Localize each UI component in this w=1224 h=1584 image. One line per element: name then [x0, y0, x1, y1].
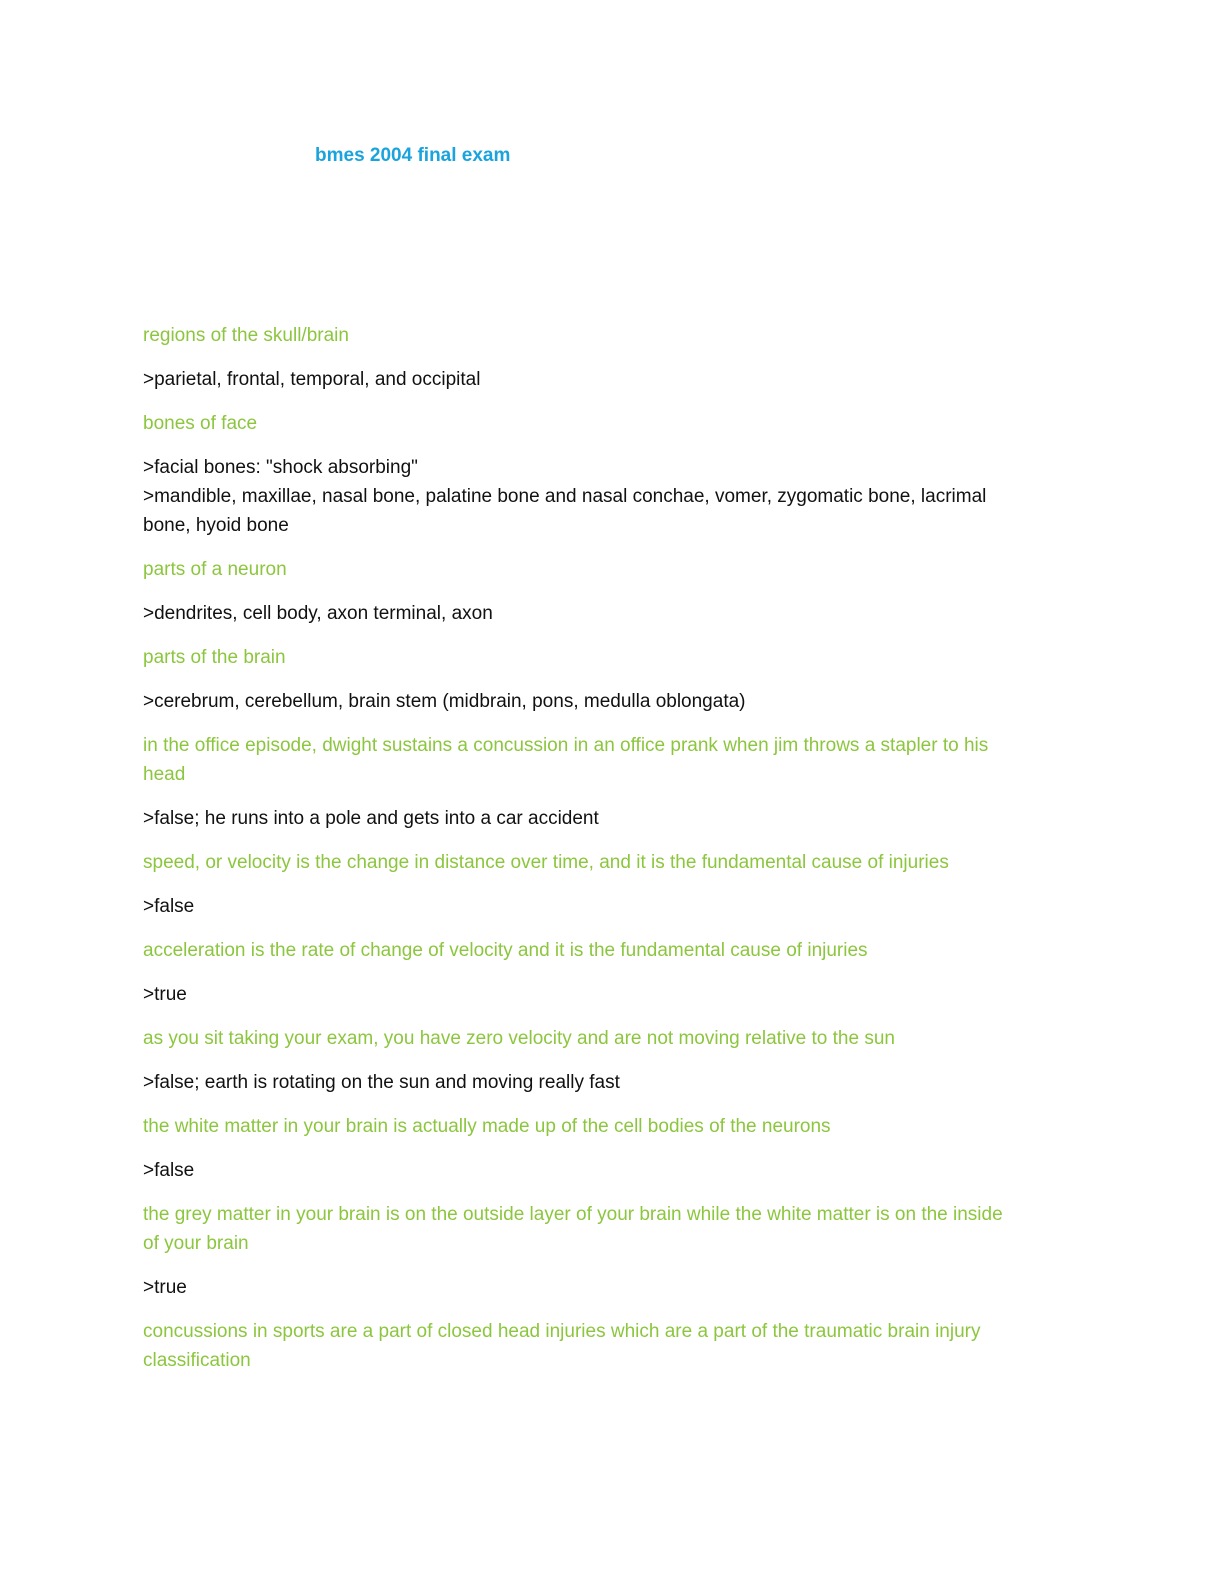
answer-line: bone, hyoid bone: [143, 515, 289, 536]
answer-text: [143, 1068, 1083, 1097]
question-text: [143, 643, 1083, 672]
answer-line: >false: [143, 896, 195, 917]
answer-text: [143, 892, 1083, 921]
question-text: [143, 321, 1083, 350]
question-text: [143, 555, 1083, 584]
answer-line: >false; earth is rotating on the sun and moving really fast: [143, 1072, 620, 1093]
question-line: bones of face: [143, 413, 258, 434]
answer-text: [143, 1273, 1083, 1302]
answer-text: [143, 687, 1083, 716]
answer-line: >true: [143, 1277, 187, 1298]
question-text: [143, 1200, 1083, 1258]
question-line: acceleration is the rate of change of velocity and it is the fundamental cause of injuries: [143, 940, 868, 961]
question-text: [143, 936, 1083, 965]
answer-text: [143, 1156, 1083, 1185]
question-line: the grey matter in your brain is on the outside layer of your brain while the white matter is on the inside: [143, 1204, 1003, 1225]
question-line: parts of the brain: [143, 647, 286, 668]
question-text: [143, 1112, 1083, 1141]
answer-line: >dendrites, cell body, axon terminal, axon: [143, 603, 493, 624]
question-text: [143, 1024, 1083, 1053]
answer-text: [143, 365, 1083, 394]
answer-line: >false: [143, 1160, 195, 1181]
answer-line: >false; he runs into a pole and gets into a car accident: [143, 808, 599, 829]
answer-text: [143, 599, 1083, 628]
question-line: as you sit taking your exam, you have zero velocity and are not moving relative to the sun: [143, 1028, 895, 1049]
question-line: classification: [143, 1350, 251, 1371]
question-line: regions of the skull/brain: [143, 325, 349, 346]
answer-line: >mandible, maxillae, nasal bone, palatine bone and nasal conchae, vomer, zygomatic bone, lacrimal: [143, 486, 987, 507]
question-text: [143, 731, 1083, 789]
question-line: of your brain: [143, 1233, 249, 1254]
question-line: parts of a neuron: [143, 559, 287, 580]
question-line: in the office episode, dwight sustains a concussion in an office prank when jim throws a stapler to his: [143, 735, 989, 756]
question-line: the white matter in your brain is actually made up of the cell bodies of the neurons: [143, 1116, 831, 1137]
answer-text: [143, 980, 1083, 1009]
answer-line: >parietal, frontal, temporal, and occipital: [143, 369, 481, 390]
question-line: head: [143, 764, 186, 785]
qa-list: [143, 321, 1083, 1390]
answer-line: >true: [143, 984, 187, 1005]
question-text: [143, 409, 1083, 438]
question-line: concussions in sports are a part of closed head injuries which are a part of the traumatic brain injury: [143, 1321, 981, 1342]
answer-line: >cerebrum, cerebellum, brain stem (midbrain, pons, medulla oblongata): [143, 691, 746, 712]
answer-text: [143, 804, 1083, 833]
question-text: [143, 848, 1083, 877]
question-text: [143, 1317, 1083, 1375]
document-title: bmes 2004 final exam: [315, 145, 511, 166]
answer-line: >facial bones: "shock absorbing": [143, 457, 418, 478]
question-line: speed, or velocity is the change in distance over time, and it is the fundamental cause of injuries: [143, 852, 949, 873]
answer-text: [143, 453, 1083, 540]
